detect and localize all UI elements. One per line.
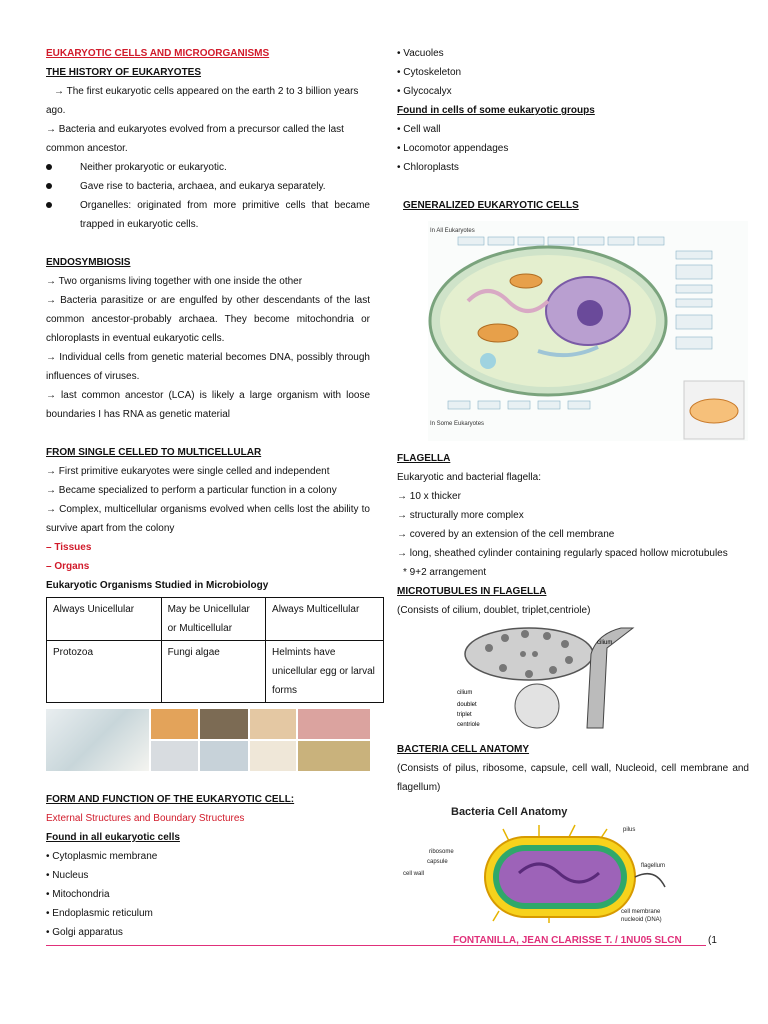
cilium-label: cilium	[597, 640, 613, 646]
history-bullet-2: Gave rise to bacteria, archaea, and eukarya separately.	[46, 177, 370, 196]
generalized-heading: GENERALIZED EUKARYOTIC CELLS	[403, 200, 579, 211]
table-cell: Helmints have unicellular egg or larval forms	[266, 641, 384, 703]
eukaryotic-cell-svg	[428, 221, 748, 441]
left-column	[46, 44, 375, 942]
bacteria-heading: BACTERIA CELL ANATOMY	[397, 744, 530, 755]
footer-rule	[46, 945, 706, 946]
endo-line-3: → Individual cells from genetic material becomes DNA, possibly through influences of viruses.	[46, 352, 370, 382]
cytoplasm	[499, 851, 621, 903]
list-item: • Vacuoles	[397, 48, 444, 59]
multi-line-1: → First primitive eukaryotes were single celled and independent	[46, 466, 330, 477]
centriole-cross-section	[515, 684, 559, 728]
capsule-label: capsule	[427, 859, 448, 865]
organism-photo	[200, 741, 248, 771]
endo-line-2: → Bacteria parasitize or are engulfed by other descendants of the last common ancestor-probably archaea. They become mitochondria or chloroplasts in eventual eukaryotic cells.	[46, 295, 370, 344]
eukaryotic-cell-diagram	[428, 221, 748, 441]
history-p2: → Bacteria and eukaryotes evolved from a precursor called the last common ancestor.	[46, 124, 344, 154]
organism-photo	[298, 741, 370, 771]
flagella-line: → 10 x thicker	[397, 491, 461, 502]
right-column	[397, 44, 749, 925]
nucleoid-label: nucleoid (DNA)	[621, 917, 662, 923]
cell-top-label: In All Eukaryotes	[430, 228, 475, 234]
table-row	[47, 641, 384, 703]
bacteria-svg	[399, 801, 679, 925]
list-item: • Endoplasmic reticulum	[46, 908, 153, 919]
found-some-heading: Found in cells of some eukaryotic groups	[397, 105, 595, 116]
studied-heading: Eukaryotic Organisms Studied in Microbiology	[46, 580, 269, 591]
bullet-dot	[46, 164, 52, 170]
history-heading: THE HISTORY OF EUKARYOTES	[46, 67, 202, 78]
algae-photo	[151, 741, 199, 771]
form-function-heading: FORM AND FUNCTION OF THE EUKARYOTIC CELL:	[46, 794, 295, 805]
triplet-label: triplet	[457, 712, 472, 718]
microtubules-heading: MICROTUBULES IN FLAGELLA	[397, 586, 547, 597]
organism-photo	[250, 741, 296, 771]
cell-wall-label: cell wall	[403, 871, 425, 877]
history-bullet-1: Neither prokaryotic or eukaryotic.	[46, 158, 370, 177]
table-header-cell: Always Unicellular	[47, 598, 162, 641]
multi-line-3: → Complex, multicellular organisms evolved when cells lost the ability to survive apart from the colony	[46, 504, 370, 534]
footer-author: FONTANILLA, JEAN CLARISSE T. / 1NU05 SLCN	[453, 935, 682, 946]
history-bullet-3: Organelles: originated from more primitive cells that became trapped in eukaryotic cells.	[46, 196, 370, 234]
flagellum	[635, 874, 665, 887]
flagella-line: * 9+2 arrangement	[403, 567, 487, 578]
table-header-row	[47, 598, 384, 641]
table-cell: Fungi algae	[161, 641, 265, 703]
list-item: • Cytoskeleton	[397, 67, 462, 78]
list-item: • Locomotor appendages	[397, 143, 509, 154]
multicellular-heading: FROM SINGLE CELLED TO MULTICELLULAR	[46, 447, 262, 458]
organism-photo	[200, 709, 248, 739]
boundary-subheading: External Structures and Boundary Structures	[46, 813, 245, 824]
flagella-line: → structurally more complex	[397, 510, 524, 521]
centriole-label: centriole	[457, 722, 480, 728]
microtubule-svg	[457, 624, 637, 730]
table-header-cell: Always Multicellular	[266, 598, 384, 641]
mitochondrion	[478, 324, 518, 342]
photo-column	[298, 709, 370, 771]
fungi-photo	[151, 709, 199, 739]
photo-column	[250, 709, 296, 771]
tissues-label: – Tissues	[46, 542, 92, 553]
table-header-cell: May be Unicellular or Multicellular	[161, 598, 265, 641]
bacteria-anatomy-diagram	[399, 801, 679, 925]
pilus-label: pilus	[623, 827, 636, 833]
history-p1: → The first eukaryotic cells appeared on the earth 2 to 3 billion years ago.	[46, 86, 359, 116]
flagella-line: → long, sheathed cylinder containing regularly spaced hollow microtubules	[397, 548, 728, 559]
organism-photo	[298, 709, 370, 739]
flagella-line: Eukaryotic and bacterial flagella:	[397, 472, 541, 483]
endo-line-4: → last common ancestor (LCA) is likely a large organism with loose boundaries I has RNA as genetic material	[46, 390, 370, 420]
bullet-dot	[46, 183, 52, 189]
organs-label: – Organs	[46, 561, 90, 572]
table-cell: Protozoa	[47, 641, 162, 703]
endosymbiosis-heading: ENDOSYMBIOSIS	[46, 257, 131, 268]
nucleolus	[577, 300, 603, 326]
inset-organism	[690, 399, 738, 423]
bullet-dot	[46, 202, 52, 208]
mitochondrion	[510, 274, 542, 288]
multi-line-2: → Became specialized to perform a particular function in a colony	[46, 485, 337, 496]
photo-column	[151, 709, 199, 771]
bacteria-desc: (Consists of pilus, ribosome, capsule, cell wall, Nucleoid, cell membrane and flagellum)	[397, 763, 749, 793]
photo-column	[200, 709, 248, 771]
cilium-label: cilium	[457, 690, 473, 696]
flagella-line: → covered by an extension of the cell membrane	[397, 529, 615, 540]
cell-bottom-label: In Some Eukaryotes	[430, 421, 485, 427]
list-item: • Glycocalyx	[397, 86, 452, 97]
list-item: • Cytoplasmic membrane	[46, 851, 158, 862]
bacteria-image-title: Bacteria Cell Anatomy	[451, 806, 568, 818]
list-item: • Nucleus	[46, 870, 89, 881]
endo-line-1: → Two organisms living together with one inside the other	[46, 276, 303, 287]
flagella-heading: FLAGELLA	[397, 453, 451, 464]
microtubules-desc: (Consists of cilium, doublet, triplet,centriole)	[397, 605, 591, 616]
list-item: • Cell wall	[397, 124, 441, 135]
microtubule-diagram	[457, 624, 637, 730]
document-title: EUKARYOTIC CELLS AND MICROORGANISMS	[46, 48, 270, 59]
list-item: • Golgi apparatus	[46, 927, 123, 938]
cell-membrane-label: cell membrane	[621, 909, 661, 915]
organism-photo	[250, 709, 296, 739]
microorganism-photo-strip	[46, 709, 370, 771]
list-item: • Chloroplasts	[397, 162, 459, 173]
ribosome-label: ribosome	[429, 849, 454, 855]
flagellum-label: flagellum	[641, 863, 666, 869]
found-all-heading: Found in all eukaryotic cells	[46, 832, 180, 843]
vacuole	[480, 353, 496, 369]
organisms-table	[46, 597, 384, 703]
footer-page-number: (1	[708, 935, 717, 946]
protozoa-photo	[46, 709, 149, 771]
list-item: • Mitochondria	[46, 889, 110, 900]
doublet-label: doublet	[457, 702, 477, 708]
